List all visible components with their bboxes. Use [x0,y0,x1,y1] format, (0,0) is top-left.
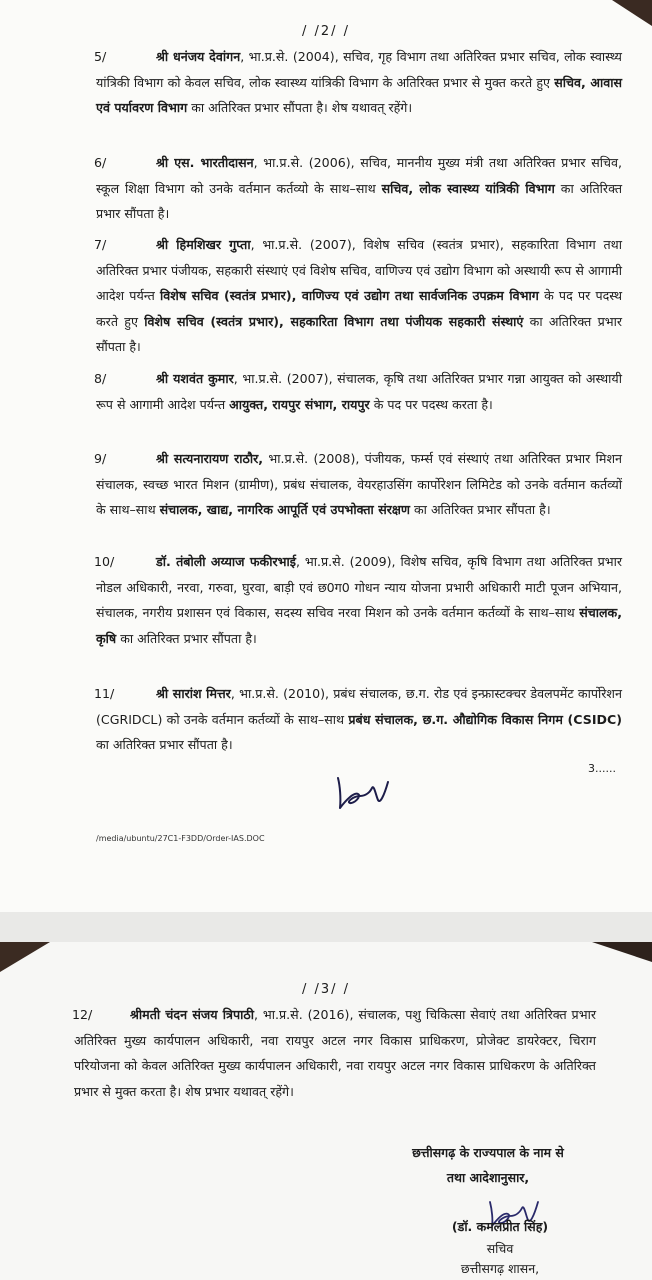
authority-line: तथा आदेशानुसार, [446,1170,530,1185]
paragraph-text: के पद पर पदस्थ करता है। [369,396,493,412]
paragraph-text: का अतिरिक्त प्रभार सौंपता है। [96,737,233,752]
paragraph-text: , भा.प्र.से. (2007), संचालक, कृषि तथा अतिरिक्त प्रभार गन्ना आयुक्त को अस्थायी रूप से आगामी आदेश पर्यन्त [96,371,622,412]
paragraph-text: का अतिरिक्त प्रभार सौंपता है। शेष यथावत् रहेंगे। [187,100,413,115]
paragraph-text: भा.प्र.से. (2008), पंजीयक, फर्म्स एवं संस्थाएं तथा अतिरिक्त प्रभार मिशन संचालक, स्वच्छ भारत मिशन (ग्रामीण), प्रबंध संचालक, वेयरहाउसिंग कार्पोरेशन लिमिटेड को उनके वर्तमान कर्तव्यों के साथ–साथ [96,451,622,517]
paragraph-number: 12/ [72,1007,93,1022]
continuation-marker: 3...... [588,762,616,775]
paragraph-text: , भा.प्र.से. (2007), विशेष सचिव (स्वतंत्र प्रभार), सहकारिता विभाग तथा अतिरिक्त प्रभार पंजीयक, सहकारी संस्थाएं एवं विशेष सचिव, वाणिज्य एवं उद्योग विभाग को अस्थायी रूप से आगामी आदेश पर्यन्त [96,237,622,303]
file-path: /media/ubuntu/27C1-F3DD/Order-IAS.DOC [96,834,265,843]
order-paragraph-10 [96,549,622,651]
order-paragraph-7 [96,232,622,360]
authority-line: छत्तीसगढ़ के राज्यपाल के नाम से [412,1145,564,1160]
signature-block [378,1140,598,1190]
paragraph-text: का अतिरिक्त प्रभार सौंपता है। [96,180,623,221]
paragraph-text: का अतिरिक्त प्रभार सौंपता है। [116,630,257,646]
assigned-post: प्रबंध संचालक, छ.ग. औद्योगिक विकास निगम (CSIDC) [348,711,622,727]
signatory-block [400,1214,600,1279]
additional-charge: विशेष सचिव (स्वतंत्र प्रभार), सहकारिता विभाग तथा पंजीयक सहकारी संस्थाएं [144,313,524,329]
assigned-post: संचालक, खाद्य, नागरिक आपूर्ति एवं उपभोक्ता संरक्षण [159,502,410,517]
assigned-post: सचिव, लोक स्वास्थ्य यांत्रिकी विभाग [381,180,555,196]
paragraph-number: 10/ [94,554,115,569]
officer-name: श्री हिमशिखर गुप्ता [156,237,251,252]
page-corner-shadow [612,0,652,26]
signatory-office: छत्तीसगढ़ शासन, [460,1261,540,1276]
officer-name: श्री सत्यनारायण राठौर, [156,451,264,466]
initials-signature [332,770,398,814]
paragraph-text: , भा.प्र.से. (2009), विशेष सचिव, कृषि विभाग तथा अतिरिक्त प्रभार नोडल अधिकारी, नरवा, गरुवा, घुरवा, बाड़ी एवं छ0ग0 गोधन न्याय योजना प्रभारी अधिकारी माटी पूजन अभियान, संचालक, नगरीय प्रशासन एवं विकास, सदस्य सचिव नरवा मिशन को उनके वर्तमान कर्तव्यों के साथ–साथ [96,554,623,620]
order-paragraph-12 [74,1002,596,1104]
paragraph-text: , भा.प्र.से. (2004), सचिव, गृह विभाग तथा अतिरिक्त प्रभार सचिव, लोक स्वास्थ्य यांत्रिकी विभाग को केवल सचिव, लोक स्वास्थ्य यांत्रिकी विभाग के अतिरिक्त प्रभार से मुक्त करते हुए [96,49,622,90]
paragraph-text: , भा.प्र.से. (2016), संचालक, पशु चिकित्सा सेवाएं तथा अतिरिक्त प्रभार अतिरिक्त मुख्य कार्यपालन अधिकारी, नवा रायपुर अटल नगर विकास प्राधिकरण, प्रोजेक्ट डायरेक्टर, चिराग परियोजना को केवल अतिरिक्त मुख्य कार्यपालन अधिकारी, नवा रायपुर अटल नगर विकास प्राधिकरण के अतिरिक्त प्रभार से मुक्त करता है। शेष प्रभार यथावत् रहेंगे। [74,1007,596,1099]
paragraph-number: 8/ [94,371,107,386]
paragraph-number: 6/ [94,155,107,170]
assigned-post: सचिव, आवास एवं पर्यावरण विभाग [96,74,622,115]
assigned-post: आयुक्त, रायपुर संभाग, रायपुर [229,396,370,412]
assigned-post: संचालक, कृषि [96,605,622,646]
order-paragraph-6 [96,150,622,227]
paragraph-text: का अतिरिक्त प्रभार सौंपता है। [96,313,622,354]
paragraph-number: 7/ [94,237,107,252]
paragraph-number: 9/ [94,451,107,466]
officer-name: श्रीमती चंदन संजय त्रिपाठी [130,1007,254,1022]
officer-name: डॉ. तंबोली अय्याज फकीरभाई [156,554,296,569]
page-corner-shadow [0,942,50,972]
paragraph-text: के पद पर पदस्थ करते हुए [96,288,622,329]
order-paragraph-5 [96,44,622,121]
paragraph-number: 5/ [94,49,107,64]
page-corner-shadow [592,942,652,962]
document-page-3 [0,942,652,1280]
page-number-marker: / /3/ / [301,982,351,997]
signatory-designation: सचिव [486,1241,514,1256]
order-paragraph-8 [96,366,622,417]
order-paragraph-11 [96,681,622,758]
paragraph-text: , भा.प्र.से. (2010), प्रबंध संचालक, छ.ग. रोड एवं इन्फ्रास्टक्चर डेवलपमेंट कार्पोरेशन (CGRIDCL) को उनके वर्तमान कर्तव्यों के साथ–साथ [96,686,622,727]
assigned-post: विशेष सचिव (स्वतंत्र प्रभार), वाणिज्य एवं उद्योग तथा सार्वजनिक उपक्रम विभाग [160,288,539,303]
order-paragraph-9 [96,446,622,523]
page-number-marker: / /2/ / [301,24,351,39]
paragraph-text: , भा.प्र.से. (2006), सचिव, माननीय मुख्य मंत्री तथा अतिरिक्त प्रभार सचिव, स्कूल शिक्षा विभाग को उनके वर्तमान कर्तव्यो के साथ–साथ [96,155,622,196]
officer-name: श्री धनंजय देवांगन [156,49,241,64]
paragraph-text: का अतिरिक्त प्रभार सौंपता है। [410,502,551,517]
officer-name: श्री यशवंत कुमार [156,371,234,386]
officer-name: श्री एस. भारतीदासन [156,155,254,170]
officer-name: श्री सारांश मित्तर [156,686,231,701]
signatory-name: (डॉ. कमलप्रीत सिंह) [451,1219,549,1234]
paragraph-number: 11/ [94,686,115,701]
